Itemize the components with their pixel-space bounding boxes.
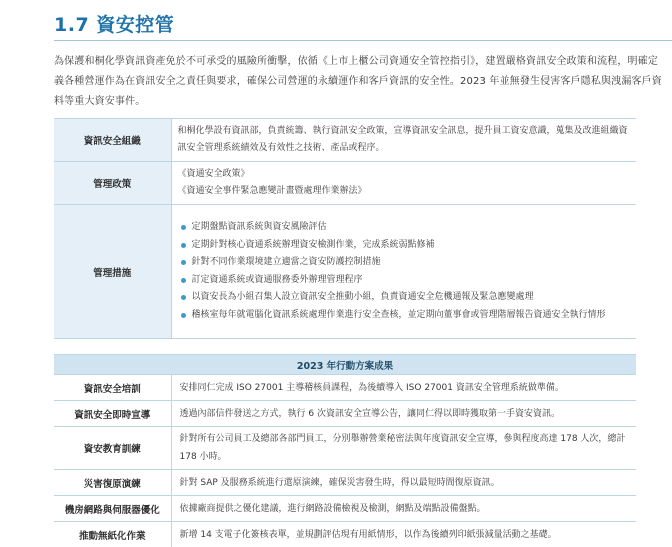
bullet-dot-icon: [181, 243, 186, 248]
list-item: [178, 220, 629, 236]
row-header: 資訊安全即時宣導: [54, 401, 171, 427]
row-header: 管理政策: [54, 162, 171, 205]
row-content: 針對所有公司員工及總部各部門員工，分別舉辦營業秘密法與年度資訊安全宣導，參與程度高達 178 人次，總計 178 小時。: [179, 434, 626, 462]
table-row: [54, 522, 636, 547]
bullet-dot-icon: [181, 225, 186, 230]
table-row: [54, 427, 636, 470]
bullet-dot-icon: [181, 278, 186, 283]
row-header: 資訊安全組織: [54, 119, 171, 162]
row-header: 資安教育訓練: [54, 427, 171, 470]
table-row: [54, 470, 636, 496]
list-item-text: 定期盤點資訊系統與資安風險評估: [191, 222, 327, 232]
row-content: 安排同仁完成 ISO 27001 主導稽核員課程，為後續導入 ISO 27001 資訊安全管理系統做準備。: [179, 382, 564, 393]
action-results-table: [54, 354, 636, 547]
measure-list: [178, 220, 629, 323]
table-caption-row: [54, 355, 636, 375]
governance-table: [54, 118, 636, 339]
table-row: [54, 205, 636, 339]
bullet-dot-icon: [181, 260, 186, 265]
row-content: 針對 SAP 及服務系統進行還原演練，確保災害發生時，得以最短時間復原資訊。: [179, 477, 500, 488]
list-item-text: 針對不同作業環境建立適當之資安防護控制措施: [191, 257, 381, 267]
row-content: 新增 14 支電子化簽核表單，並規劃評估現有用紙情形，以作為後續列印紙張減量活動之基礎。: [179, 529, 557, 540]
table-row: [54, 119, 636, 162]
list-item: [178, 290, 629, 306]
table-row: [54, 375, 636, 401]
bullet-dot-icon: [181, 313, 186, 318]
list-item-text: 訂定資通系統或資通服務委外辦理管理程序: [191, 274, 363, 285]
list-item-text: 稽核室每年就電腦化資訊系統處理作業進行安全查核，並定期向董事會或管理階層報告資通安全執行情形: [191, 309, 606, 320]
intro-paragraph: 為保護和桐化學資訊資產免於不可承受的風險所衝擊，依循《上市上櫃公司資通安全管控指引》，建置嚴格資訊安全政策和流程，明確定義各種營運作為在資訊安全之責任與要求，確保公司營運的永續運作和客戶資訊的安全性。2023 年並無發生侵害客戶隱私與洩漏客戶資料等重大資安事件。: [54, 56, 662, 107]
section-title: 1.7 資安控管: [54, 14, 175, 36]
row-header: 管理措施: [54, 205, 171, 339]
bullet-dot-icon: [181, 295, 186, 300]
row-content: [171, 162, 636, 205]
row-content: 和桐化學設有資訊部，負責統籌、執行資訊安全政策，宣導資訊安全訊息，提升員工資安意識，蒐集及改進組織資訊安全管理系統績效及有效性之技術、產品或程序。: [177, 126, 628, 153]
list-item: [178, 308, 629, 324]
list-item: [178, 273, 629, 289]
row-header: 推動無紙化作業: [54, 522, 171, 547]
row-header: 資訊安全培訓: [54, 375, 171, 401]
row-header: 機房網路與伺服器優化: [54, 496, 171, 522]
table-caption: 2023 年行動方案成果: [54, 355, 636, 375]
policy-line: 《資通安全事件緊急應變計畫暨處理作業辦法》: [177, 186, 367, 196]
policy-line: 《資通安全政策》: [177, 169, 250, 179]
row-header: 災害復原演練: [54, 470, 171, 496]
list-item: [178, 238, 629, 254]
table-row: [54, 162, 636, 205]
list-item: [178, 255, 629, 271]
row-content: 依據廠商提供之優化建議，進行網路設備檢視及檢測，網點及端點設備盤點。: [179, 503, 486, 514]
table-row: [54, 496, 636, 522]
row-content: 透過內部信件發送之方式，執行 6 次資訊安全宣導公告，讓同仁得以即時獲取第一手資安資訊。: [179, 408, 560, 419]
list-item-text: 定期針對核心資通系統辦理資安檢測作業，完成系統弱點修補: [191, 239, 435, 250]
list-item-text: 以資安長為小組召集人設立資訊安全推動小組，負責資通安全危機通報及緊急應變處理: [191, 292, 534, 302]
table-row: [54, 401, 636, 427]
title-divider: [54, 40, 672, 41]
row-content: [171, 205, 636, 339]
